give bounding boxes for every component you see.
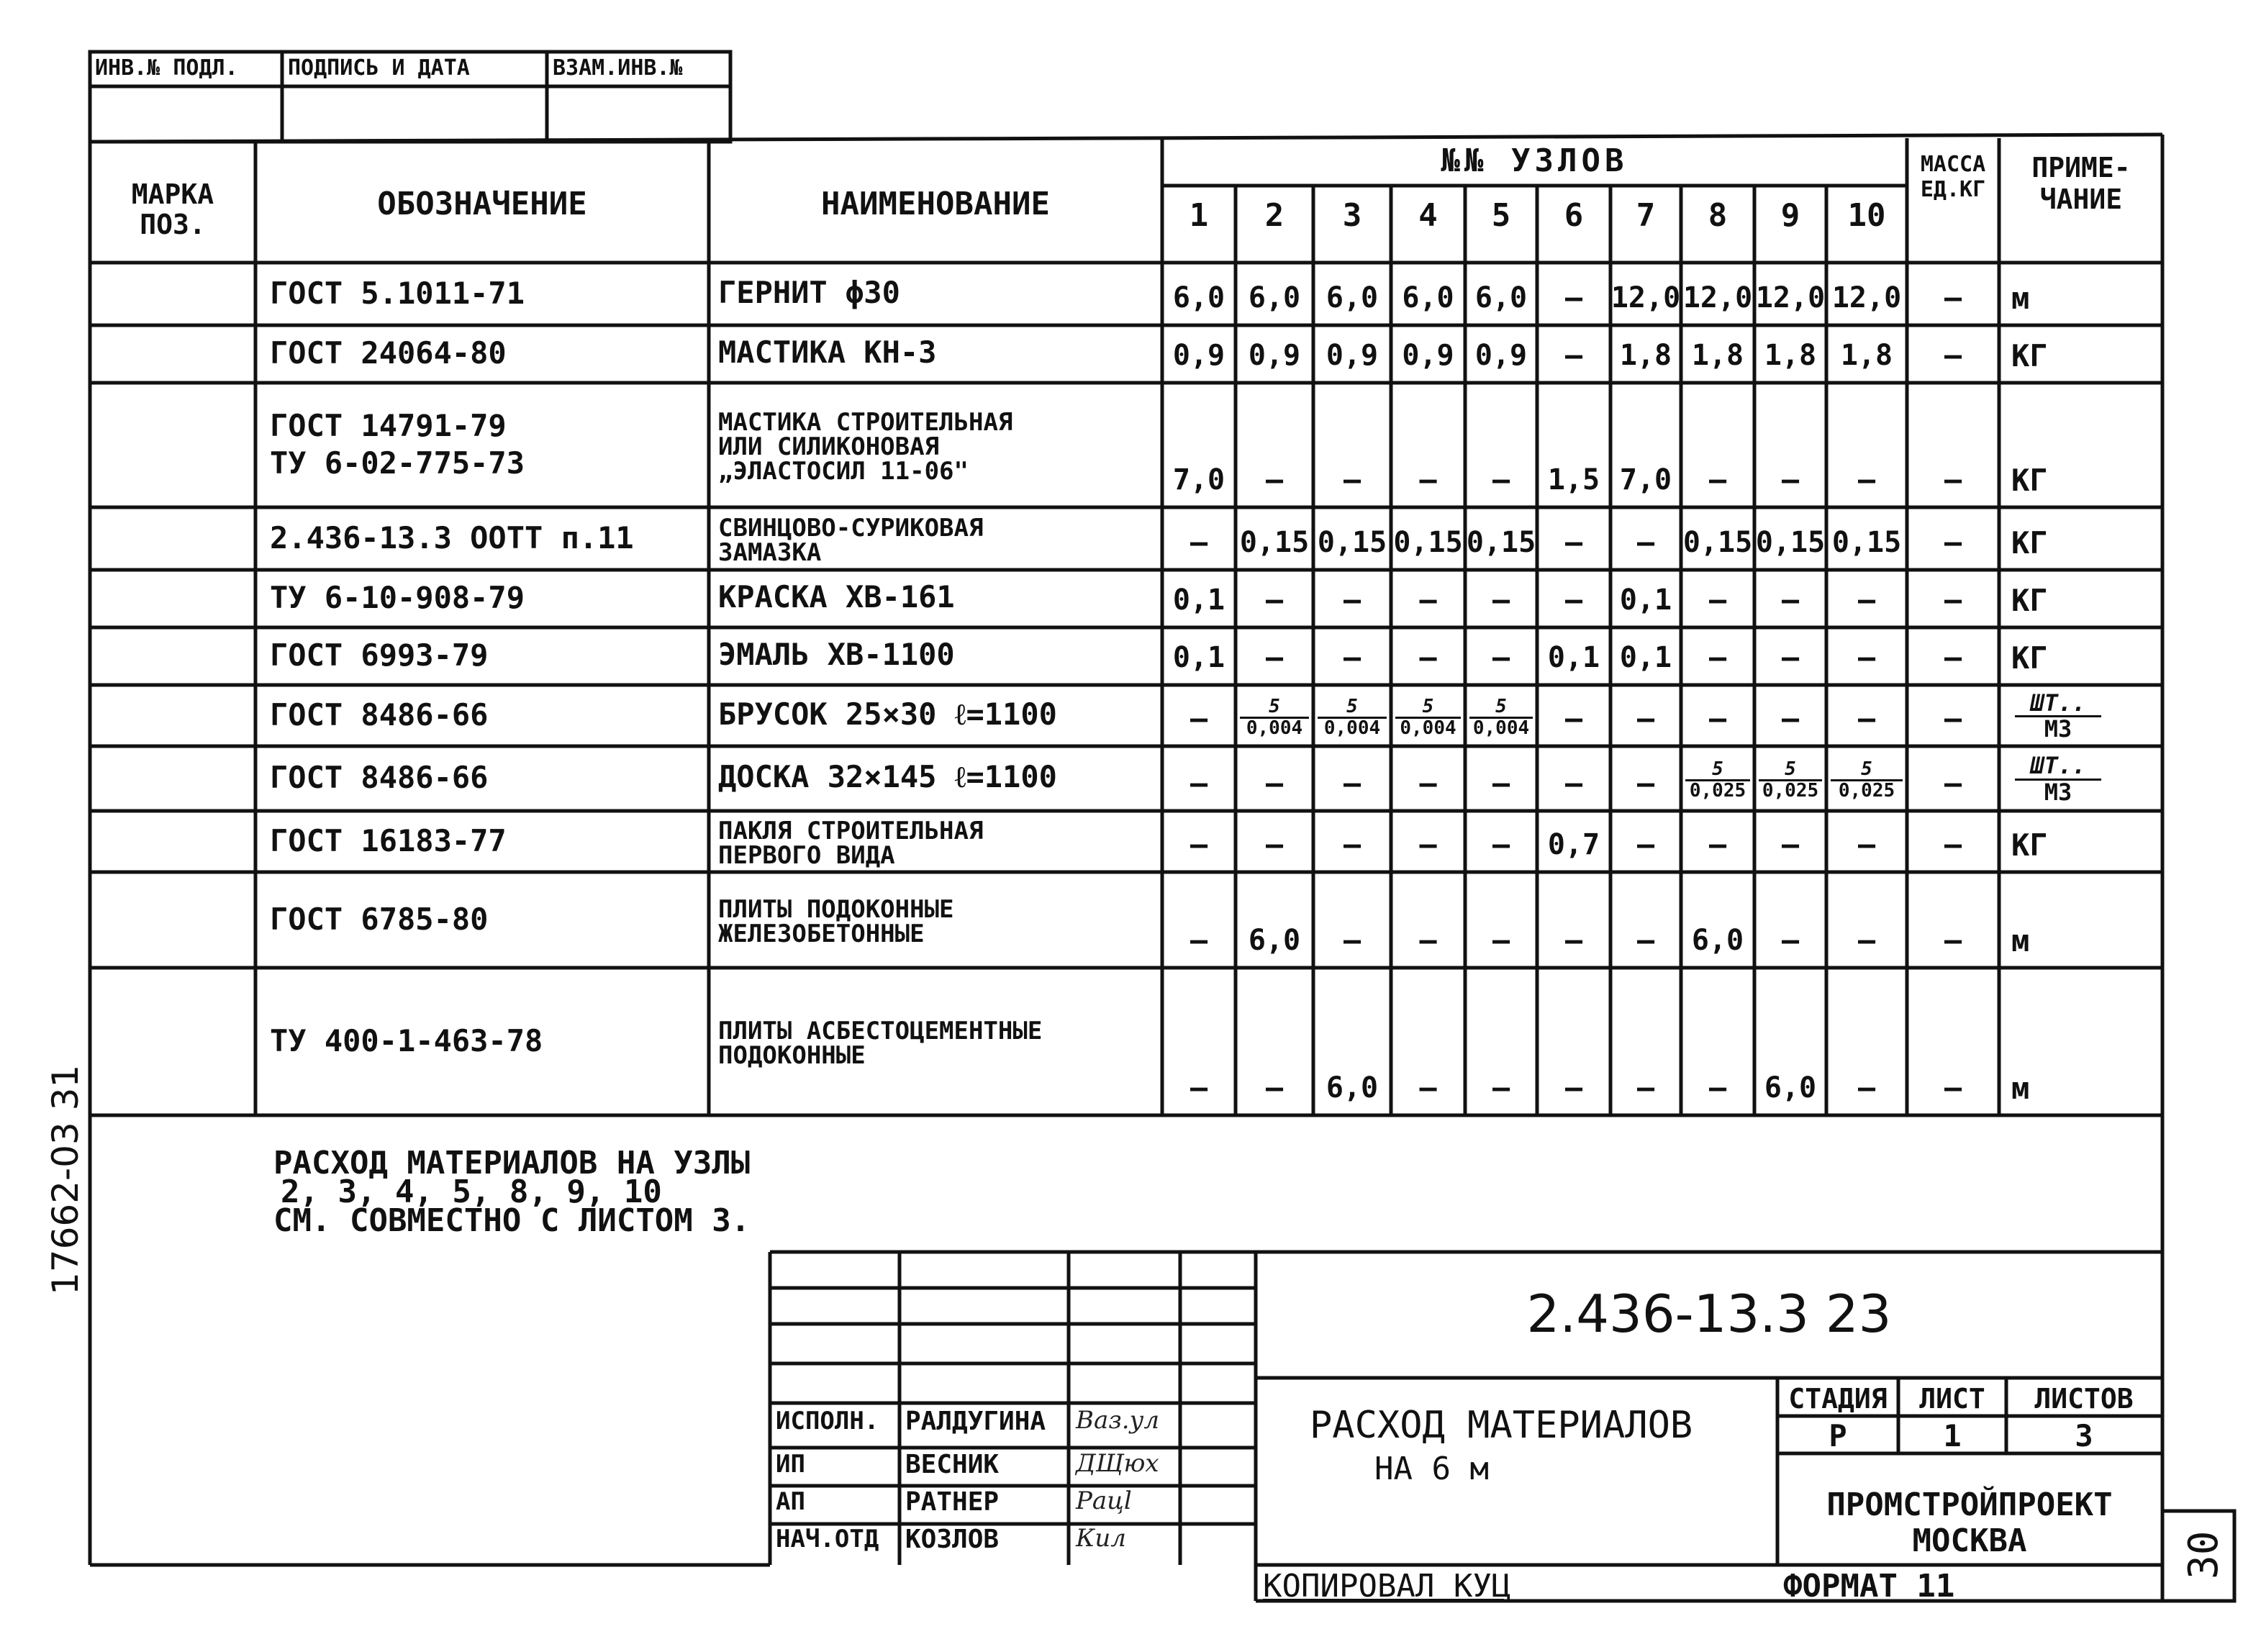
node-value-cell: — [1708, 641, 1727, 674]
fraction-numerator: 5 [1269, 695, 1280, 717]
name-cell: ДОСКА 32×145 ℓ=1100 [718, 759, 1057, 794]
unit-cell: КГ [2011, 525, 2048, 560]
node-value-cell: — [1343, 828, 1361, 861]
signer-name: КОЗЛОВ [905, 1525, 1000, 1554]
org-city: МОСКВА [1912, 1522, 2027, 1559]
node-value-cell: — [1265, 463, 1284, 496]
signature: Кил [1076, 1524, 1126, 1553]
fraction-numerator: 5 [1495, 695, 1507, 717]
node-value-cell: — [1265, 767, 1284, 800]
node-value-cell: — [1265, 641, 1284, 674]
node-value-cell: — [1190, 702, 1208, 735]
node-value-cell: — [1781, 584, 1800, 617]
node-value-cell: 1,5 [1547, 463, 1600, 496]
header-massa: МАССА ЕД.КГ [1920, 152, 1986, 202]
node-value-cell: 0,1 [1172, 641, 1225, 674]
name-cell: ПАКЛЯ СТРОИТЕЛЬНАЯ [718, 816, 984, 845]
doc-title-line-1: РАСХОД МАТЕРИАЛОВ [1310, 1404, 1693, 1447]
node-value-cell: 0,1 [1619, 584, 1672, 617]
fraction-value [1318, 697, 1387, 739]
unit-cell: КГ [2011, 338, 2048, 373]
node-value-cell: 0,1 [1547, 641, 1600, 674]
node-value-cell: 7,0 [1172, 463, 1225, 496]
name-cell: ЖЕЛЕЗОБЕТОННЫЕ [718, 919, 925, 948]
node-value-cell: — [1190, 924, 1208, 957]
fraction-value [1831, 760, 1903, 802]
signature: ДЩюх [1076, 1449, 1159, 1478]
node-value-cell: — [1636, 526, 1655, 559]
stamp-inv-podl-label: ИНВ.№ ПОДЛ. [95, 55, 238, 81]
node-value-cell: — [1564, 702, 1583, 735]
node-value-cell: — [1857, 1071, 1876, 1104]
name-cell: ПЛИТЫ ПОДОКОННЫЕ [718, 894, 954, 924]
node-value-cell: 7,0 [1619, 463, 1672, 496]
node-value-cell: — [1343, 924, 1361, 957]
listov-label: ЛИСТОВ [2034, 1383, 2134, 1415]
note-line-2: 2, 3, 4, 5, 8, 9, 10 [281, 1174, 662, 1210]
fraction-value [1469, 697, 1533, 739]
node-value-cell: — [1636, 767, 1655, 800]
node-value-cell: — [1190, 828, 1208, 861]
designation-cell: ТУ 6-02-775-73 [270, 445, 525, 481]
unit-cell: м [2011, 923, 2030, 958]
node-number-header: 7 [1636, 197, 1656, 234]
fraction-value [1759, 760, 1822, 802]
designation-cell: ГОСТ 8486-66 [270, 696, 489, 732]
signer-name: РАЛДУГИНА [905, 1407, 1046, 1436]
side-archive-number: 17662-03 31 [45, 1064, 86, 1295]
name-cell: СВИНЦОВО-СУРИКОВАЯ [718, 513, 984, 543]
name-cell: КРАСКА ХВ-161 [718, 579, 955, 614]
name-cell: ПЕРВОГО ВИДА [718, 840, 895, 870]
mass-cell: — [1944, 924, 1962, 957]
signer-role: ИСПОЛН. [776, 1407, 879, 1435]
unit-cell: м [2011, 281, 2030, 316]
node-value-cell: — [1343, 641, 1361, 674]
node-value-cell: 6,0 [1326, 1071, 1379, 1104]
format-label: ФОРМАТ 11 [1783, 1568, 1955, 1605]
mass-cell: — [1944, 339, 1962, 372]
node-value-cell: — [1564, 767, 1583, 800]
designation-cell: ГОСТ 6785-80 [270, 901, 489, 937]
signature: Рацl [1076, 1487, 1132, 1515]
sheet-number: 30 [2180, 1530, 2227, 1579]
node-value-cell: — [1564, 584, 1583, 617]
node-value-cell: — [1708, 584, 1727, 617]
note-line-1: РАСХОД МАТЕРИАЛОВ НА УЗЛЫ [273, 1145, 751, 1181]
designation-cell: ГОСТ 24064-80 [270, 335, 507, 371]
unit-cell: м [2011, 1071, 2030, 1106]
node-value-cell: — [1343, 767, 1361, 800]
node-value-cell: — [1492, 767, 1510, 800]
node-value-cell: 6,0 [1764, 1071, 1817, 1104]
node-value-cell: — [1564, 526, 1583, 559]
org-name: ПРОМСТРОЙПРОЕКТ [1826, 1487, 2113, 1523]
unit-denominator: М3 [2015, 779, 2101, 805]
node-value-cell: 1,8 [1619, 339, 1672, 372]
node-value-cell: — [1492, 1071, 1510, 1104]
designation-cell: ГОСТ 5.1011-71 [270, 275, 525, 311]
designation-cell: ГОСТ 8486-66 [270, 760, 489, 795]
node-value-cell: — [1419, 1071, 1437, 1104]
node-value-cell: — [1419, 641, 1437, 674]
node-value-cell: 6,0 [1691, 924, 1744, 957]
mass-cell: — [1944, 526, 1962, 559]
node-value-cell: — [1265, 828, 1284, 861]
stadiya-value: Р [1829, 1418, 1847, 1453]
name-cell: ГЕРНИТ ϕ30 [718, 274, 900, 310]
fraction-value [1240, 697, 1309, 739]
node-value-cell: 1,8 [1691, 339, 1744, 372]
node-number-header: 2 [1264, 197, 1284, 234]
stamp-podpis-data-label: ПОДПИСЬ И ДАТА [288, 55, 470, 81]
node-value-cell: — [1419, 828, 1437, 861]
mass-cell: — [1944, 641, 1962, 674]
name-cell: ИЛИ СИЛИКОНОВАЯ [718, 432, 940, 461]
doc-number: 2.436-13.3 23 [1526, 1284, 1892, 1344]
node-number-header: 6 [1564, 197, 1584, 234]
fraction-denominator: 0,025 [1759, 779, 1822, 801]
signature: Ваз.ул [1076, 1406, 1159, 1435]
node-value-cell: 1,8 [1764, 339, 1817, 372]
designation-cell: 2.436-13.3 ООТТ п.11 [270, 519, 634, 555]
node-value-cell: — [1636, 702, 1655, 735]
note-block [273, 1145, 751, 1239]
node-number-header: 4 [1418, 197, 1438, 234]
unit-cell: КГ [2011, 583, 2048, 618]
header-naimenovanie: НАИМЕНОВАНИЕ [821, 186, 1050, 222]
node-value-cell: 6,0 [1172, 281, 1225, 314]
signer-role: НАЧ.ОТД [776, 1525, 879, 1553]
node-value-cell: — [1492, 924, 1510, 957]
name-cell: МАСТИКА СТРОИТЕЛЬНАЯ [718, 407, 1013, 437]
node-value-cell: — [1265, 1071, 1284, 1104]
designation-cell: ГОСТ 6993-79 [270, 637, 489, 673]
doc-title-line-2: НА 6 м [1374, 1451, 1489, 1487]
node-value-cell: 0,9 [1248, 339, 1301, 372]
fraction-numerator: 5 [1422, 695, 1434, 717]
node-value-cell: — [1781, 924, 1800, 957]
header-nodes-title: №№ УЗЛОВ [1441, 142, 1628, 179]
name-cell: ПЛИТЫ АСБЕСТОЦЕМЕНТНЫЕ [718, 1016, 1043, 1045]
node-number-header: 3 [1342, 197, 1362, 234]
node-value-cell: — [1781, 463, 1800, 496]
node-value-cell: — [1781, 641, 1800, 674]
fraction-value [1395, 697, 1461, 739]
fraction-numerator: 5 [1785, 758, 1796, 780]
unit-fraction [2015, 691, 2101, 742]
node-value-cell: 6,0 [1326, 281, 1379, 314]
node-number-header: 10 [1847, 197, 1886, 234]
unit-numerator: ШТ.. [2030, 689, 2086, 717]
node-value-cell: 0,15 [1831, 526, 1902, 559]
node-value-cell: 12,0 [1831, 281, 1902, 314]
node-value-cell: 6,0 [1248, 924, 1301, 957]
node-value-cell: — [1492, 641, 1510, 674]
designation-cell: ГОСТ 16183-77 [270, 822, 507, 858]
node-value-cell: — [1857, 924, 1876, 957]
node-number-header: 5 [1491, 197, 1511, 234]
node-value-cell: — [1419, 767, 1437, 800]
node-value-cell: 0,7 [1547, 828, 1600, 861]
name-cell: „ЭЛАСТОСИЛ 11-06" [718, 456, 969, 486]
fraction-denominator: 0,025 [1831, 779, 1903, 801]
node-value-cell: — [1636, 828, 1655, 861]
node-value-cell: — [1419, 924, 1437, 957]
name-cell: ПОДОКОННЫЕ [718, 1040, 866, 1070]
node-value-cell: 0,15 [1682, 526, 1753, 559]
node-value-cell: — [1265, 584, 1284, 617]
node-value-cell: — [1708, 1071, 1727, 1104]
stamp-vzam-inv-label: ВЗАМ.ИНВ.№ [553, 55, 683, 81]
node-value-cell: 0,15 [1239, 526, 1310, 559]
fraction-denominator: 0,004 [1395, 717, 1461, 738]
node-value-cell: 0,1 [1619, 641, 1672, 674]
fraction-denominator: 0,004 [1240, 717, 1309, 738]
node-value-cell: 6,0 [1474, 281, 1528, 314]
node-value-cell: — [1419, 584, 1437, 617]
node-value-cell: — [1190, 767, 1208, 800]
note-line-3: СМ. СОВМЕСТНО С ЛИСТОМ 3. [273, 1202, 751, 1239]
node-value-cell: — [1857, 641, 1876, 674]
node-value-cell: 0,9 [1172, 339, 1225, 372]
node-value-cell: — [1857, 828, 1876, 861]
node-value-cell: — [1708, 463, 1727, 496]
node-number-header: 8 [1708, 197, 1728, 234]
node-value-cell: — [1190, 1071, 1208, 1104]
fraction-denominator: 0,004 [1469, 717, 1533, 738]
node-value-cell: 0,15 [1466, 526, 1536, 559]
node-value-cell: 0,9 [1474, 339, 1528, 372]
mass-cell: — [1944, 463, 1962, 496]
node-number-header: 1 [1189, 197, 1209, 234]
signer-role: ИП [776, 1450, 805, 1479]
node-value-cell: — [1857, 702, 1876, 735]
mass-cell: — [1944, 584, 1962, 617]
mass-cell: — [1944, 1071, 1962, 1104]
list-label: ЛИСТ [1919, 1383, 1985, 1415]
signer-name: ВЕСНИК [905, 1450, 1000, 1479]
fraction-denominator: 0,025 [1685, 779, 1750, 801]
signer-name: РАТНЕР [905, 1487, 1000, 1517]
stadiya-label: СТАДИЯ [1788, 1383, 1888, 1415]
node-value-cell: — [1857, 584, 1876, 617]
node-value-cell: 0,15 [1317, 526, 1387, 559]
node-value-cell: — [1343, 584, 1361, 617]
node-value-cell: — [1564, 1071, 1583, 1104]
header-primechanie: ПРИМЕ- ЧАНИЕ [2031, 152, 2131, 215]
listov-value: 3 [2075, 1418, 2093, 1453]
node-value-cell: 12,0 [1610, 281, 1681, 314]
name-cell: ЗАМАЗКА [718, 537, 822, 567]
node-value-cell: 12,0 [1755, 281, 1826, 314]
node-value-cell: — [1190, 526, 1208, 559]
unit-fraction [2015, 754, 2101, 804]
node-number-header: 9 [1780, 197, 1800, 234]
node-value-cell: 1,8 [1840, 339, 1893, 372]
node-value-cell: 0,9 [1402, 339, 1454, 372]
node-value-cell: 0,15 [1393, 526, 1463, 559]
node-value-cell: — [1564, 924, 1583, 957]
fraction-value [1685, 760, 1750, 802]
node-value-cell: — [1708, 828, 1727, 861]
node-value-cell: — [1636, 924, 1655, 957]
unit-cell: КГ [2011, 463, 2048, 498]
mass-cell: — [1944, 767, 1962, 800]
node-value-cell: — [1781, 702, 1800, 735]
node-value-cell: — [1492, 463, 1510, 496]
node-value-cell: — [1564, 339, 1583, 372]
node-value-cell: 6,0 [1402, 281, 1454, 314]
unit-numerator: ШТ.. [2030, 752, 2086, 779]
designation-cell: ГОСТ 14791-79 [270, 407, 507, 443]
fraction-numerator: 5 [1346, 695, 1358, 717]
name-cell: ЭМАЛЬ ХВ-1100 [718, 637, 955, 672]
node-value-cell: — [1636, 1071, 1655, 1104]
signer-role: АП [776, 1487, 805, 1516]
name-cell: БРУСОК 25×30 ℓ=1100 [718, 696, 1057, 732]
designation-cell: ТУ 400-1-463-78 [270, 1022, 543, 1058]
mass-cell: — [1944, 828, 1962, 861]
name-cell: МАСТИКА КН-3 [718, 335, 937, 370]
designation-cell: ТУ 6-10-908-79 [270, 580, 525, 615]
node-value-cell: — [1419, 463, 1437, 496]
node-value-cell: — [1564, 281, 1583, 314]
fraction-numerator: 5 [1861, 758, 1872, 780]
node-value-cell: 0,1 [1172, 584, 1225, 617]
fraction-numerator: 5 [1712, 758, 1723, 780]
node-value-cell: — [1708, 702, 1727, 735]
node-value-cell: — [1857, 463, 1876, 496]
node-value-cell: — [1781, 828, 1800, 861]
copied-by: КОПИРОВАЛ КУЦ [1263, 1568, 1511, 1605]
node-value-cell: — [1492, 828, 1510, 861]
node-value-cell: 6,0 [1248, 281, 1301, 314]
node-value-cell: — [1343, 463, 1361, 496]
node-value-cell: 12,0 [1682, 281, 1753, 314]
unit-cell: КГ [2011, 827, 2048, 863]
fraction-denominator: 0,004 [1318, 717, 1387, 738]
node-value-cell: 0,15 [1755, 526, 1826, 559]
unit-denominator: М3 [2015, 715, 2101, 742]
mass-cell: — [1944, 702, 1962, 735]
node-value-cell: — [1492, 584, 1510, 617]
mass-cell: — [1944, 281, 1962, 314]
header-marka: МАРКА ПОЗ. [131, 178, 214, 240]
list-value: 1 [1943, 1418, 1962, 1453]
header-oboznachenie: ОБОЗНАЧЕНИЕ [377, 186, 587, 222]
unit-cell: КГ [2011, 640, 2048, 676]
node-value-cell: 0,9 [1326, 339, 1379, 372]
